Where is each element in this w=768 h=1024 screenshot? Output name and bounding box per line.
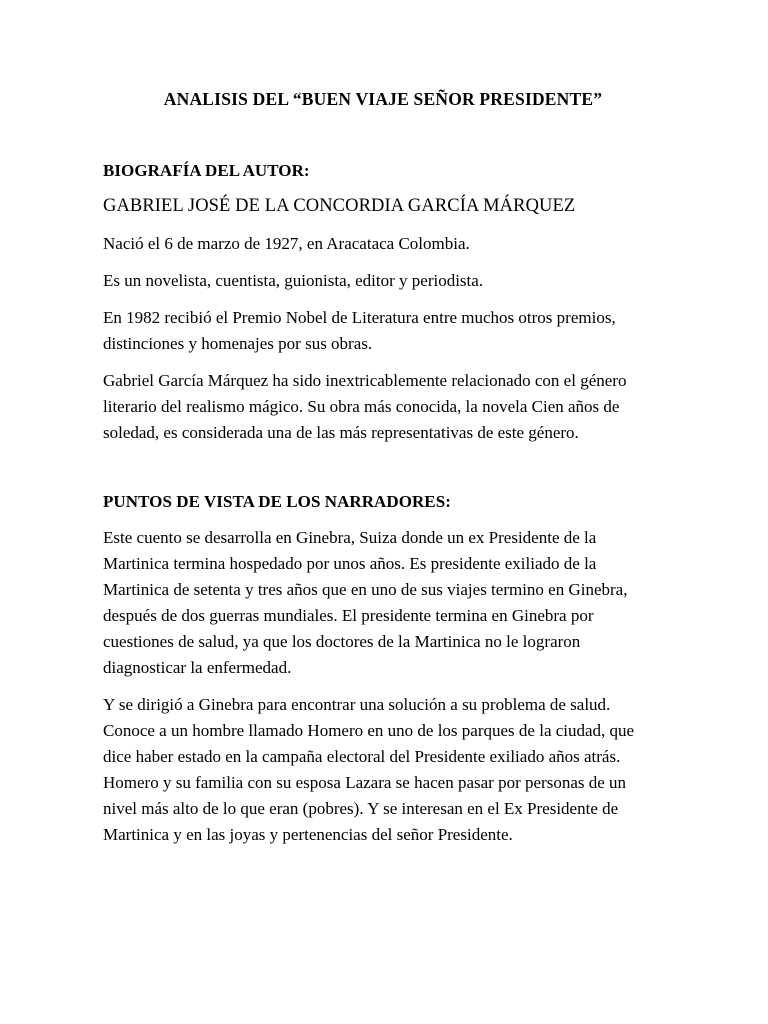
narrators-paragraph-one: Este cuento se desarrolla en Ginebra, Suiza donde un ex Presidente de la Martinica termina hospedado por unos años. Es presidente exiliado de la Martinica de setenta y tres años que en uno de sus viajes termino en Ginebra, después de dos guerras mundiales. El presidente termina en Ginebra por cuestiones de salud, ya que los doctores de la Martinica no le lograron diagnosticar la enfermedad. [103, 527, 628, 677]
biography-realismo-paragraph: Gabriel García Márquez ha sido inextricablemente relacionado con el género literario del realismo mágico. Su obra más conocida, la novela Cien años de soledad, es considerada una de las más representativas de este género. [103, 371, 627, 443]
section-heading-narradores: PUNTOS DE VISTA DE LOS NARRADORES: [103, 492, 451, 512]
biography-nobel-paragraph: En 1982 recibió el Premio Nobel de Literatura entre muchos otros premios, distinciones y homenajes por sus obras. [103, 308, 616, 354]
document-body [103, 88, 663, 859]
biography-birth-line: Nació el 6 de marzo de 1927, en Aracataca Colombia. [103, 234, 470, 254]
author-full-name: GABRIEL JOSÉ DE LA CONCORDIA GARCÍA MÁRQUEZ [103, 196, 576, 217]
page-title: ANALISIS DEL “BUEN VIAJE SEÑOR PRESIDENTE” [163, 89, 603, 109]
section-heading-biografia: BIOGRAFÍA DEL AUTOR: [103, 160, 310, 180]
narrators-paragraph-two: Y se dirigió a Ginebra para encontrar una solución a su problema de salud. Conoce a un hombre llamado Homero en uno de los parques de la ciudad, que dice haber estado en la campaña electoral del Presidente exiliado años atrás. Homero y su familia con su esposa Lazara se hacen pasar por personas de un nivel más alto de lo que eran (pobres). Y se interesan en el Ex Presidente de Martinica y en las joyas y pertenencias del señor Presidente. [103, 694, 635, 844]
section-spacer [103, 457, 663, 490]
biography-profession-line: Es un novelista, cuentista, guionista, editor y periodista. [103, 271, 484, 291]
